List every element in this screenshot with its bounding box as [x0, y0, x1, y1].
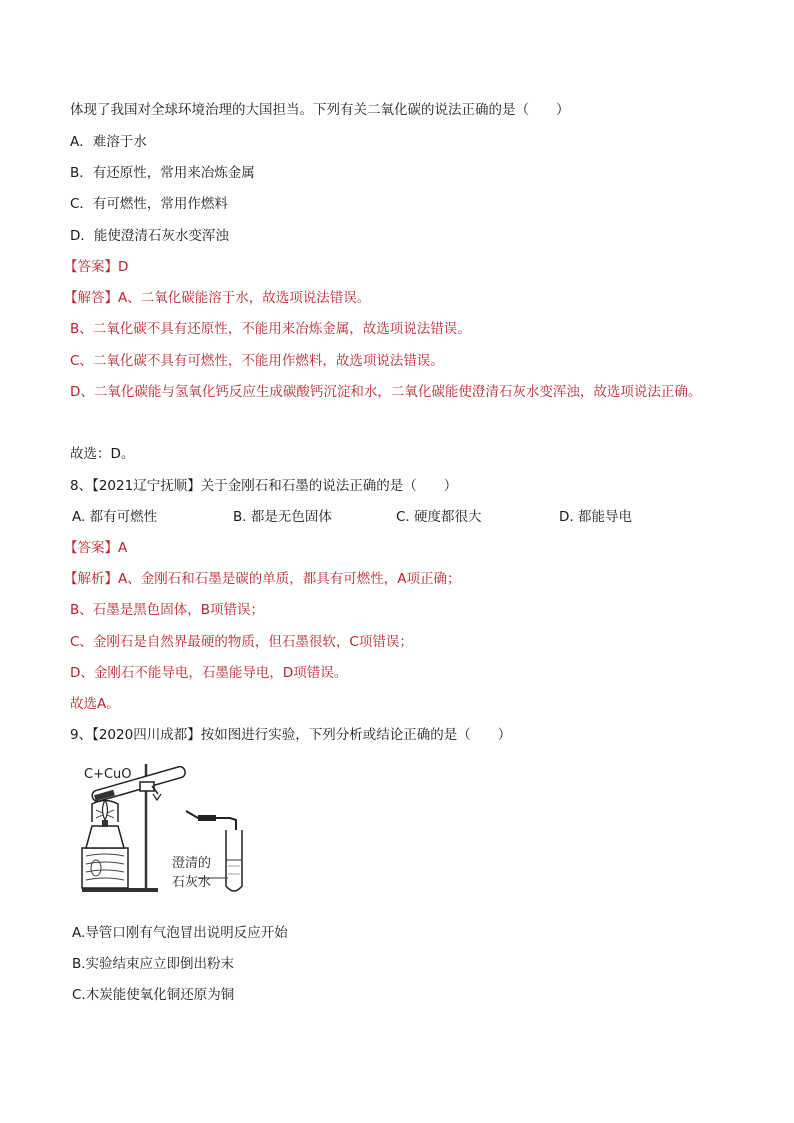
q7-explanation-a: 【解答】A、二氧化碳能溶于水，故选项说法错误。 [64, 290, 371, 306]
q8-explanation-a: 【解析】A、金刚石和石墨是碳的单质，都具有可燃性，A项正确； [64, 571, 461, 587]
q7-answer: 【答案】D [64, 259, 129, 275]
q8-option-c: C. 硬度都很大 [396, 509, 482, 525]
q8-option-d: D. 都能导电 [559, 509, 632, 525]
q8-explanation-b: B、石墨是黑色固体，B项错误； [70, 602, 265, 618]
q7-choice: 故选：D。 [70, 446, 135, 462]
q8-explanation-d: D、金刚石不能导电，石墨能导电，D项错误。 [70, 665, 348, 681]
q8-answer: 【答案】A [64, 540, 128, 556]
apparatus-drawing [78, 764, 248, 896]
q9-option-a: A.导管口刚有气泡冒出说明反应开始 [72, 925, 288, 941]
limewater-label-line-2: 石灰水 [172, 875, 212, 890]
q8-option-b: B. 都是无色固体 [233, 509, 332, 525]
q7-explanation-b: B、二氧化碳不具有还原性，不能用来冶炼金属，故选项说法错误。 [70, 321, 471, 337]
flame [103, 800, 108, 820]
question-7-stem: 体现了我国对全球环境治理的大国担当。下列有关二氧化碳的说法正确的是（ ） [70, 102, 570, 118]
experiment-apparatus-figure [78, 764, 248, 896]
q8-choice: 故选A。 [70, 696, 120, 712]
q8-option-a: A. 都有可燃性 [72, 509, 158, 525]
q8-explanation-c: C、金刚石是自然界最硬的物质，但石墨很软，C项错误； [70, 634, 413, 650]
q7-explanation-d: D、二氧化碳能与氢氧化钙反应生成碳酸钙沉淀和水，二氧化碳能使澄清石灰水变浑浊，故选项说法正确。 [70, 384, 702, 400]
limewater-label-line-1: 澄清的 [172, 856, 212, 871]
q7-option-a: A．难溶于水 [70, 134, 147, 150]
reactant-label: C+CuO [84, 767, 132, 782]
q7-option-c: C．有可燃性，常用作燃料 [70, 196, 228, 212]
question-9-stem: 9、【2020四川成都】按如图进行实验，下列分析或结论正确的是（ ） [70, 727, 512, 743]
q7-option-b: B．有还原性，常用来冶炼金属 [70, 165, 255, 181]
alcohol-lamp [86, 826, 124, 848]
q9-option-c: C.木炭能使氧化铜还原为铜 [72, 987, 235, 1003]
question-8-stem: 8、【2021辽宁抚顺】关于金刚石和石墨的说法正确的是（ ） [70, 478, 458, 494]
q7-option-d: D．能使澄清石灰水变浑浊 [70, 228, 229, 244]
q9-option-b: B.实验结束应立即倒出粉末 [72, 956, 235, 972]
q7-explanation-c: C、二氧化碳不具有可燃性，不能用作燃料，故选项说法错误。 [70, 353, 444, 369]
